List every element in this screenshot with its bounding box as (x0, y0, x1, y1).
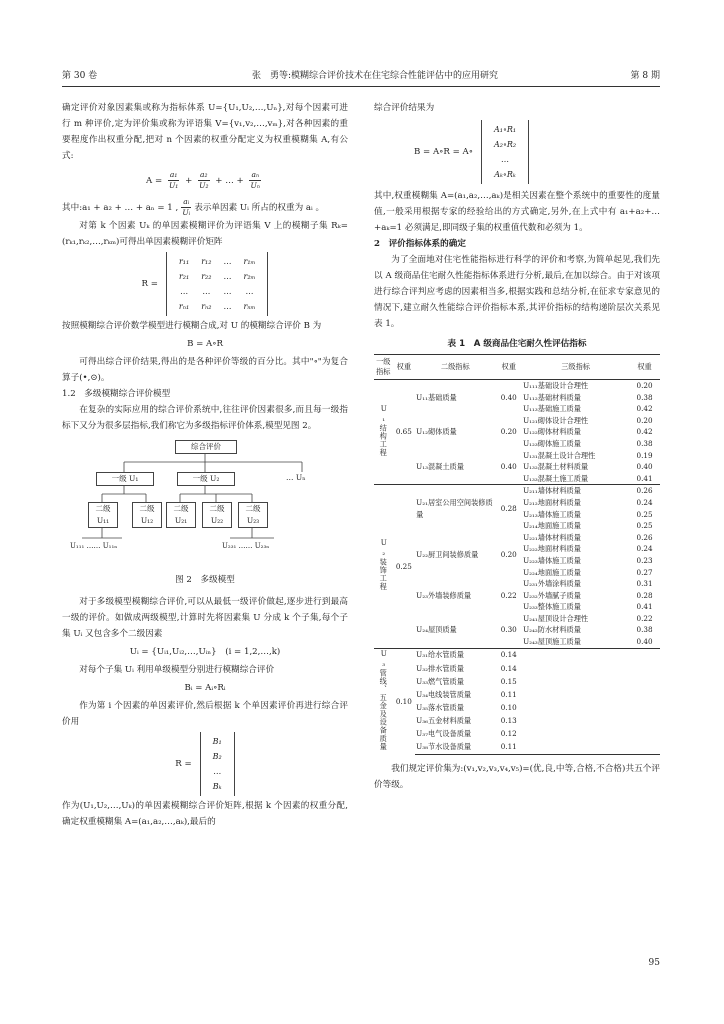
volume-label: 第 30 卷 (62, 71, 98, 81)
matrix-cell: Aₖ∘Rₖ (494, 170, 516, 179)
matrix-r2: R = B₁ B₂ … Bₖ (62, 732, 348, 796)
matrix-r: R = r₁₁ r₁₂ … r₁ₘ r₂₁ r₂₂ … r₂ₘ … … … … rₙ₁ rₙ₂ … rₙₘ (62, 252, 348, 316)
level3-weight: 0.41 (636, 602, 653, 612)
matrix-cell: r₁₁ (178, 257, 190, 266)
matrix-row (173, 284, 262, 299)
level3-weight: 0.26 (629, 485, 660, 497)
level3-indicator (522, 727, 629, 740)
level2-indicator: U₃₇电气设备质量 (416, 729, 472, 739)
level3-weight (629, 688, 660, 701)
level3-indicator: U₁₂₂砌体材料质量 (523, 427, 581, 437)
equation-a: A = $\frac{\text{a₁}}{\text{U₁}}$ + $\frac{\text{a₂}}{\text{U₂}}$ + … + $\frac{\text{aₙ}}{\text{Uₙ}}$ (146, 170, 260, 190)
paragraph: 对每个子集 Uᵢ 利用单级模型分别进行模糊综合评价 (79, 665, 275, 675)
level3-indicator: U₂₃₂外墙腻子质量 (523, 590, 581, 600)
level1-indicator: U₁结构工程 (374, 380, 393, 485)
level3-indicator: U₂₃₁外墙涂料质量 (523, 579, 581, 589)
figure-caption: 图 2 多级模型 (175, 575, 235, 585)
level3-indicator (522, 688, 629, 701)
paragraph: 按照模糊综合评价数学模型进行模糊合成,对 U 的模糊综合评价 B 为 (62, 321, 322, 331)
level3-weight (629, 727, 660, 740)
matrix-cell: … (223, 287, 232, 296)
level2-weight: 0.22 (500, 590, 517, 600)
level3-weight: 0.38 (636, 438, 653, 448)
level2-indicator: U₂₁居室公用空间装修质量 (415, 485, 495, 532)
level2-weight: 0.14 (495, 648, 522, 662)
level2-indicator: U₃₂排水管质量 (416, 663, 464, 673)
multilevel-model-diagram (62, 438, 348, 568)
level3-weight: 0.40 (636, 637, 653, 647)
level2-weight: 0.28 (495, 485, 522, 532)
level2-weight: 0.14 (500, 663, 517, 673)
level2-weight: 0.30 (500, 625, 517, 635)
table-row (374, 578, 660, 590)
level2-weight: 0.12 (500, 729, 517, 739)
level2-indicator: U₂₄屋顶质量 (416, 625, 457, 635)
level3-indicator: U₂₂₃墙体施工质量 (523, 555, 581, 565)
table-caption: 表 1 A 级商品住宅耐久性评估指标 (447, 339, 587, 349)
level3-indicator (522, 714, 629, 727)
level2-indicator: U₃₁给水管质量 (415, 648, 495, 662)
level2-indicator: U₃₃燃气管质量 (416, 676, 464, 686)
matrix-row (173, 269, 262, 284)
level2-indicator: U₃₅落水管质量 (416, 702, 464, 712)
level3-weight: 0.27 (636, 567, 653, 577)
level3-label: U₂₃₁ …… U₂₃ₙ (222, 542, 270, 550)
matrix-cell: … (180, 287, 189, 296)
level3-indicator: U₂₂₁墙体材料质量 (523, 532, 581, 542)
level3-weight: 0.42 (636, 404, 653, 414)
level3-indicator: U₁₁₂基础材料质量 (523, 392, 581, 402)
level3-indicator: U₁₃₁混凝土设计合理性 (523, 450, 596, 460)
equation-bi: Bᵢ = Aᵢ∘Rᵢ (184, 683, 226, 693)
level3-indicator: U₂₁₃墙体施工质量 (523, 509, 581, 519)
level2-indicator: U₃₄电线装管质量 (416, 689, 472, 699)
level3-weight: 0.23 (636, 555, 653, 565)
matrix-cell: … (501, 155, 510, 164)
paragraph: 其中,权重模糊集 A=(a₁,a₂,…,aₖ)是相关因素在整个系统中的重要性的度量值,一般采用根据专家的经验给出的方式确定,另外,在上式中有 a₁+a₂+…+aₖ=1 必须满足,即同级子集的权重值代数和必须为 1。 (374, 191, 660, 233)
col-header: 三级指标 (522, 355, 629, 380)
level3-indicator: U₁₃₃混凝土施工质量 (523, 473, 589, 483)
table-row (374, 675, 660, 688)
matrix-cell: rₙ₂ (201, 302, 212, 311)
root-node: 综合评价 (175, 440, 237, 454)
level3-indicator (522, 701, 629, 714)
level2-weight: 0.11 (500, 689, 517, 699)
matrix-cell: … (223, 272, 232, 281)
level2-indicator: U₃₈节水设备质量 (415, 740, 495, 754)
level3-indicator: U₂₂₂地面材料质量 (523, 544, 581, 554)
level3-weight: 0.41 (636, 473, 653, 483)
table-row (374, 485, 660, 497)
level1-ellipsis: … Uₙ (286, 473, 306, 482)
issue-label: 第 8 期 (630, 71, 660, 81)
level3-indicator (522, 648, 629, 662)
level2-indicator: U₁₁基础质量 (415, 380, 495, 415)
level3-weight (629, 675, 660, 688)
paragraph: 综合评价结果为 (374, 103, 435, 113)
matrix-cell: r₂₂ (201, 272, 212, 281)
level2-indicator: U₂₃外墙装修质量 (416, 590, 472, 600)
table-row (374, 415, 660, 427)
level3-weight: 0.25 (636, 521, 653, 531)
equation-b: B = A∘R (187, 339, 223, 349)
level3-weight: 0.38 (636, 392, 653, 402)
paragraph: 作为(U₁,U₂,…,Uₖ)的单因素模糊综合评价矩阵,根据 k 个因素的权重分配,确定权重模糊集 A=(a₁,a₂,…,aₖ),最后的 (62, 801, 348, 827)
table-row (374, 532, 660, 544)
equation-result: B = A∘R = A∘ A₁∘R₁ A₂∘R₂ … Aₖ∘Rₖ (414, 120, 660, 184)
paragraph: 对第 k 个因素 Uₖ 的单因素模糊评价为评语集 V 上的模糊子集 Rₖ=(rₖ₁,rₖ₂,…,rₖₘ)可得出单因素模糊评价矩阵 (62, 221, 348, 247)
matrix-cell: r₁ₘ (243, 257, 256, 266)
matrix-cell: … (202, 287, 211, 296)
level3-indicator (522, 675, 629, 688)
table-row (374, 701, 660, 714)
table-row (374, 727, 660, 740)
level3-indicator: U₂₄₁屋顶设计合理性 (523, 613, 589, 623)
matrix-row (173, 254, 262, 269)
level2-weight: 0.15 (500, 676, 517, 686)
level3-indicator: U₂₁₂地面材料质量 (523, 497, 581, 507)
level3-weight (629, 714, 660, 727)
matrix-cell: r₂₁ (178, 272, 190, 281)
table-header-row (374, 355, 660, 380)
paragraph: 对于多级模型模糊综合评价,可以从最低一级评价做起,逐步进行到最高一级的评价。如做成两级模型,计算时先将因素集 U 分成 k 个子集,每个子集 Uᵢ 又包含多个二级因素 (62, 597, 348, 639)
level3-indicator: U₁₃₂混凝土材料质量 (523, 462, 589, 472)
section-heading: 1.2 多级模糊综合评价模型 (62, 389, 171, 399)
level2-indicator: U₁₃混凝土质量 (416, 462, 464, 472)
level1-weight: 0.65 (393, 380, 416, 485)
level2-weight: 0.13 (500, 716, 517, 726)
level3-weight: 0.24 (636, 544, 653, 554)
level3-indicator: U₁₁₁基础设计合理性 (522, 380, 629, 392)
right-column (374, 100, 660, 793)
matrix-cell: … (223, 302, 232, 311)
col-header: 二级指标 (415, 355, 495, 380)
level3-weight: 0.20 (629, 380, 660, 392)
matrix-cell: A₂∘R₂ (493, 140, 517, 149)
col-header: 权重 (629, 355, 660, 380)
table-row (374, 380, 660, 392)
level3-weight (629, 740, 660, 754)
matrix-cell: B₁ (212, 737, 222, 746)
table-row (374, 613, 660, 625)
level2-node: 二级 U₂₃ (238, 502, 268, 528)
paragraph: 可得出综合评价结果,得出的是各种评价等级的百分比。其中"∘"为复合算子(•,⊙)。 (62, 357, 348, 383)
table-row (374, 662, 660, 675)
article-title: 张 勇等:模糊综合评价技术在住宅综合性能评估中的应用研究 (252, 71, 499, 81)
page-number: 95 (648, 958, 660, 968)
level2-weight: 0.11 (495, 740, 522, 754)
paragraph: 为了全面地对住宅性能指标进行科学的评价和考察,为简单起见,我们先以 A 级商品住宅耐久性能指标体系进行分析,最后,在加以综合。由于对该项进行综合评判应考虑的因素相当多,根据实践和总结分析,在征求专家意见的情况下,建立耐久性能综合评价指标本系,其评价指标的结构递阶层次关系见表 1。 (374, 255, 660, 329)
level3-weight: 0.26 (636, 532, 653, 542)
level3-weight: 0.20 (636, 415, 653, 425)
table-row (374, 648, 660, 662)
level2-node: 二级 U₁₂ (132, 502, 162, 528)
level3-weight: 0.42 (636, 427, 653, 437)
section-heading: 2 评价指标体系的确定 (374, 239, 466, 249)
level3-weight: 0.25 (636, 509, 653, 519)
col-header: 一级指标 (374, 355, 393, 380)
level2-weight: 0.20 (500, 550, 517, 560)
matrix-cell: … (213, 767, 222, 776)
level3-indicator (522, 740, 629, 754)
level1-indicator: U₂装饰工程 (374, 485, 393, 648)
level3-weight (629, 701, 660, 714)
matrix-cell: A₁∘R₁ (493, 125, 517, 134)
level3-indicator: U₂₁₄地面施工质量 (523, 521, 581, 531)
level3-weight: 0.24 (636, 497, 653, 507)
equation-ui: Uᵢ = {Uᵢ₁,Uᵢ₂,…,Uᵢₙ} (i = 1,2,…,k) (129, 647, 281, 657)
level3-weight: 0.38 (636, 625, 653, 635)
level1-node: 一级 U₂ (177, 472, 235, 486)
level3-indicator: U₁₁₃基础施工质量 (523, 404, 581, 414)
level1-indicator: U₃管线、五金及设备质量 (374, 648, 393, 754)
matrix-cell: … (245, 287, 254, 296)
header-rule (62, 86, 660, 87)
matrix-row (173, 299, 262, 314)
left-column (62, 100, 348, 830)
running-header (62, 68, 660, 82)
col-header: 权重 (495, 355, 522, 380)
level2-weight: 0.40 (495, 380, 522, 415)
level3-indicator (522, 662, 629, 675)
matrix-cell: rₙ₁ (178, 302, 190, 311)
level3-indicator: U₁₂₃砌体施工质量 (523, 438, 581, 448)
level3-indicator: U₂₁₁墙体材料质量 (522, 485, 629, 497)
matrix-cell: rₙₘ (243, 302, 256, 311)
level3-indicator: U₂₂₄地面施工质量 (523, 567, 581, 577)
level3-weight (629, 662, 660, 675)
table-row (374, 450, 660, 462)
paragraph: 其中:a₁ + a₂ + … + aₙ = 1 , $\frac{\text{aᵢ}}{\text{Uᵢ}}$ 表示单因素 Uᵢ 所占的权重为 aᵢ 。 (62, 197, 325, 217)
matrix-cell: r₂ₘ (243, 272, 256, 281)
level2-node: 二级 U₂₂ (202, 502, 232, 528)
paragraph: 作为第 i 个因素的单因素评价,然后根据 k 个单因素评价再进行综合评价用 (62, 701, 348, 727)
level1-weight: 0.10 (393, 648, 416, 754)
level2-weight: 0.20 (500, 427, 517, 437)
level3-weight: 0.19 (636, 450, 653, 460)
table-row (374, 740, 660, 754)
level3-weight: 0.28 (636, 590, 653, 600)
table-row (374, 688, 660, 701)
level3-indicator: U₁₂₁砌体设计合理性 (523, 415, 589, 425)
col-header: 权重 (393, 355, 416, 380)
level2-indicator: U₂₂厨卫间装修质量 (416, 550, 479, 560)
level3-weight (629, 648, 660, 662)
matrix-cell: … (223, 257, 232, 266)
matrix-cell: B₂ (212, 752, 222, 761)
level3-weight: 0.31 (636, 579, 653, 589)
level2-indicator: U₃₆五金材料质量 (416, 716, 472, 726)
level3-indicator: U₂₄₂防水材料质量 (523, 625, 581, 635)
table-row (374, 714, 660, 727)
level2-indicator: U₁₂砌体质量 (416, 427, 457, 437)
level1-weight: 0.25 (393, 485, 416, 648)
indicator-table (374, 354, 660, 755)
paragraph: 在复杂的实际应用的综合评价系统中,往往评价因素很多,而且每一级指标下又分为很多层指标,我们称它为多级指标评价体系,模型见图 2。 (62, 405, 348, 431)
level3-weight: 0.22 (636, 613, 653, 623)
level3-indicator: U₂₄₃屋顶施工质量 (523, 637, 581, 647)
matrix-cell: r₁₂ (201, 257, 212, 266)
level3-label: U₁₁₁ …… U₁₁ₙ (70, 542, 118, 550)
level2-node: 二级 U₁₁ (88, 502, 118, 528)
level2-weight: 0.10 (500, 702, 517, 712)
paragraph: 我们规定评价集为:(v₁,v₂,v₃,v₄,v₅)=(优,良,中等,合格,不合格)共五个评价等级。 (374, 763, 660, 790)
paragraph: 确定评价对象因素集或称为指标体系 U={U₁,U₂,…,Uₙ},对每个因素可进行 m 种评价,定为评价集或称为评语集 V={v₁,v₂,…,vₘ},对各种因素的重要程度作出权重分配,把对 n 个因素的权重分配定义为权重模糊集 A,有公式: (62, 103, 348, 161)
level2-weight: 0.40 (500, 462, 517, 472)
level1-node: 一级 U₁ (96, 472, 154, 486)
level3-indicator: U₂₃₃整体施工质量 (523, 602, 581, 612)
level3-weight: 0.40 (636, 462, 653, 472)
level2-node: 二级 U₂₁ (166, 502, 196, 528)
matrix-cell: Bₖ (212, 782, 222, 791)
